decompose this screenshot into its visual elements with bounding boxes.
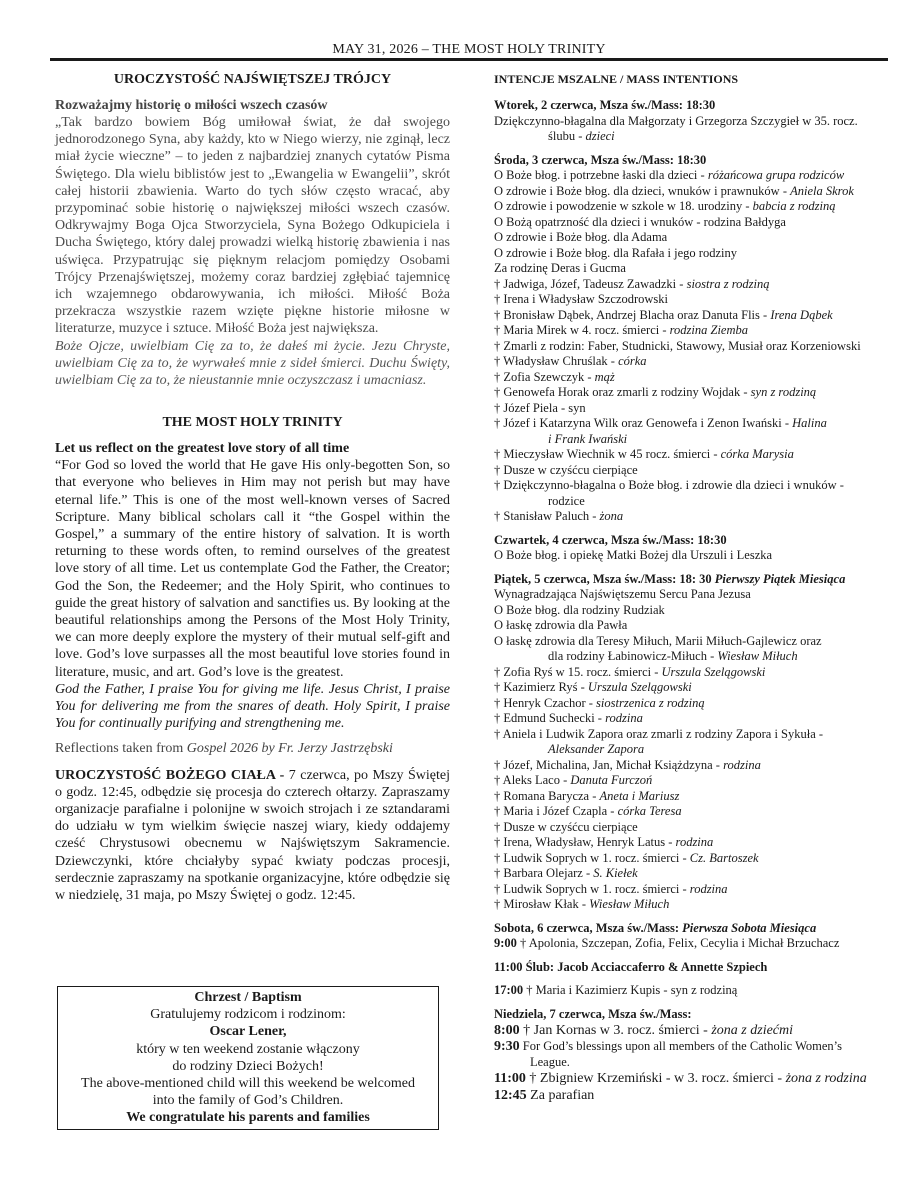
intention-list <box>494 665 888 727</box>
intention-line <box>494 820 888 836</box>
mass-time: 17:00 <box>494 983 524 997</box>
intention-text: dla rodziny Łabinowicz-Miłuch - <box>548 649 718 663</box>
header-rule <box>50 58 888 61</box>
intention-text: † Zofia Szewczyk - <box>494 369 595 384</box>
day-thursday <box>494 533 888 564</box>
baptism-title: Chrzest / Baptism <box>194 990 302 1005</box>
intention-text: † Zbigniew Krzemiński - w 3. rocz. śmierci - <box>525 1071 786 1086</box>
day-friday <box>494 572 888 913</box>
intention-line <box>494 129 888 145</box>
intention-line <box>494 983 888 999</box>
intention-offerer: Aneta i Mariusz <box>599 788 680 803</box>
day-heading: Czwartek, 4 czerwca, Msza św./Mass: 18:30 <box>494 532 727 547</box>
intention-line <box>494 199 888 215</box>
day-heading-note: Pierwszy Piątek Miesiąca <box>714 571 846 586</box>
en-prayer: God the Father, I praise You for giving me life. Jesus Christ, I praise You for delivering me from the snares of death. Holy Spirit, I praise You for continually purifying and strengthening me. <box>55 681 450 732</box>
intention-text: † Jan Kornas w 3. rocz. śmierci - <box>519 1023 712 1038</box>
day-tuesday <box>494 98 888 145</box>
intention-line <box>494 711 888 727</box>
intention-text: † Edmund Suchecki - <box>494 711 606 725</box>
intention-text: † Zofia Ryś w 15. rocz. śmierci - <box>494 664 662 679</box>
intention-list <box>494 758 888 913</box>
intention-offerer: Halina <box>792 416 827 430</box>
pl-subtitle: Rozważajmy historię o miłości wszech czasów <box>55 98 328 113</box>
intention-line <box>494 758 888 774</box>
intention-offerer: siostrzenica z rodziną <box>596 695 705 710</box>
intention-line: † Dziękczynno-błagalna o Boże błog. i zdrowie dla dzieci i wnuków - <box>494 478 844 492</box>
intention-text: † Apolonia, Szczepan, Zofia, Felix, Cecylia i Michał Brzuchacz <box>516 936 840 950</box>
pl-title: UROCZYSTOŚĆ NAJŚWIĘTSZEJ TRÓJCY <box>113 72 392 87</box>
intention-line <box>494 835 888 851</box>
corpus-christi-notice <box>55 767 450 905</box>
intention-text: † Irena, Władysław, Henryk Latus - <box>494 835 676 849</box>
intention-line <box>494 401 888 417</box>
en-title: THE MOST HOLY TRINITY <box>162 415 343 431</box>
mass-intentions-column <box>494 72 888 1112</box>
baptism-line: do rodziny Dzieci Bożych! <box>172 1058 324 1074</box>
baptism-line: The above-mentioned child will this weekend be welcomed <box>81 1076 415 1092</box>
intention-line <box>494 1039 888 1055</box>
intention-text: Wynagradzająca Najświętszemu Sercu Pana Jezusa <box>494 587 751 601</box>
pl-body: „Tak bardzo bowiem Bóg umiłował świat, że dał swojego jednorodzonego Syna, aby każdy, kto w Niego wierzy, nie zginął, lecz miał życie wieczne” – to jeden z najbardziej znanych cytatów Pisma Świętego. Dla wielu biblistów jest to „Ewangelia w Ewangelii”, skrót całej historii zbawienia. Warto do tych słów często wracać, aby przypominać sobie historię o największej miłości wszech czasów. Odkrywajmy Boga Ojca Stworzyciela, Syna Bożego Odkupiciela i Ducha Świętego, który dalej prowadzi wielką historię zbawienia i nas uświęca. Przypatrując się pięknym relacjom pomiędzy Osobami Trójcy Przenajświętszej, możemy coraz bardziej zgłębiać tajemnicę ich wzajemnego obdarowywania, ich miłości. Miłość Boża przekracza wszystkie razem wzięte piękne historie miłosne w literaturze, muzyce i sztuce. Miłość Boża jest największa. <box>55 115 450 337</box>
intention-offerer: Wiesław Miłuch <box>589 897 670 911</box>
intention-offerer: córka <box>618 354 647 368</box>
baptism-box <box>57 986 439 1130</box>
intention-line <box>494 618 888 634</box>
intention-offerer: rodzina Ziemba <box>669 323 749 337</box>
corpus-title: UROCZYSTOŚĆ BOŻEGO CIAŁA - <box>55 767 285 783</box>
intention-line <box>494 742 888 758</box>
intention-line: Dziękczynno-błagalna dla Małgorzaty i Grzegorza Szczygieł w 35. rocz. <box>494 113 858 128</box>
intention-offerer: Wiesław Miłuch <box>717 649 798 663</box>
corpus-text: 7 czerwca, po Mszy Świętej o godz. 12:45, odbędzie się procesja do czterech ołtarzy. Zapraszamy organizacje parafialne i polonijne w swoich strojach i ze sztandarami do udziału w tym wielkim święcie naszej wiary, kiedy oddajemy cześć Chrystusowi obecnemu w Najświętszym Sakramencie. Dziewczynki, które chciałyby sypać kwiaty podczas procesji, serdecznie zapraszamy na spotkanie organizacyjne, które odbędzie się w niedzielę, 31 maja, po Mszy Świętej o godz. 12:45. <box>55 767 450 903</box>
intention-line <box>494 230 888 246</box>
intention-offerer: rodzina <box>723 757 761 772</box>
intention-offerer: i Frank Iwański <box>548 431 628 446</box>
intention-line <box>494 246 888 262</box>
intention-text: † Dusze w czyśćcu cierpiące <box>494 462 638 477</box>
intention-offerer: żona z dziećmi <box>711 1023 794 1038</box>
mass-time: 11:00 <box>494 1071 526 1086</box>
baptism-child-name: Oscar Lener, <box>209 1024 287 1040</box>
intention-line <box>494 696 888 712</box>
intention-line <box>494 649 888 665</box>
intention-text: † Mirosław Kłak - <box>494 897 590 911</box>
intention-text: † Ludwik Soprych w 1. rocz. śmierci - <box>494 850 690 865</box>
intention-line <box>494 416 888 432</box>
intention-list <box>494 168 888 416</box>
intention-line <box>494 277 888 293</box>
day-heading-note: Pierwsza Sobota Miesiąca <box>682 920 817 935</box>
intention-offerer: Danuta Furczoń <box>570 773 653 787</box>
intention-line <box>494 339 888 355</box>
intention-line <box>494 370 888 386</box>
day-saturday <box>494 921 888 952</box>
intention-offerer: Cz. Bartoszek <box>689 850 759 865</box>
intention-text: † Zmarli z rodzin: Faber, Studnicki, Stawowy, Musiał oraz Korzeniowski <box>494 338 861 353</box>
intention-offerer: rodzina <box>689 881 728 896</box>
day-heading <box>494 921 888 937</box>
intention-line <box>494 509 888 525</box>
intention-line <box>494 447 888 463</box>
intention-line <box>494 292 888 308</box>
intention-offerer: Irena Dąbek <box>770 307 833 322</box>
intention-text: Za rodzinę Deras i Gucma <box>494 261 626 275</box>
intention-line <box>494 261 888 277</box>
intention-line <box>494 789 888 805</box>
intention-text: † Kazimierz Ryś - <box>494 680 588 694</box>
intention-line <box>494 897 888 913</box>
intention-text: † Stanisław Paluch - <box>494 509 600 523</box>
ref-source: Gospel 2026 by Fr. Jerzy Jastrzębski <box>186 740 393 756</box>
intention-line: O Boże błog. i opiekę Matki Bożej dla Urszuli i Leszka <box>494 548 773 562</box>
intention-offerer: mąż <box>594 369 615 384</box>
intention-line <box>494 354 888 370</box>
intention-text: † Mieczysław Wiechnik w 45 rocz. śmierci - <box>494 447 721 461</box>
intention-text: † Władysław Chruślak - <box>494 354 619 368</box>
baptism-line: Gratulujemy rodzicom i rodzinom: <box>150 1007 346 1023</box>
day-heading <box>494 572 888 588</box>
day-heading: Wtorek, 2 czerwca, Msza św./Mass: 18:30 <box>494 98 716 112</box>
intention-line <box>494 463 888 479</box>
intention-text: For God’s blessings upon all members of the Catholic Women’s <box>519 1039 843 1053</box>
intention-line <box>494 1070 888 1087</box>
left-column <box>55 72 450 904</box>
intentions-title: INTENCJE MSZALNE / MASS INTENTIONS <box>494 72 739 86</box>
intention-offerer: Urszula Szelągowski <box>587 680 692 694</box>
en-subtitle: Let us reflect on the greatest love story of all time <box>55 441 350 457</box>
en-body: “For God so loved the world that He gave His only-begotten Son, so that everyone who believes in Him may not perish but may have eternal life.” This is one of the most well-known verses of Sacred Scripture. Many biblical scholars call it “the Gospel within the Gospel,” a summary of the entire history of salvation. It is worth returning to these words often, to remind ourselves of the greatest love story of all time. Let us contemplate God the Father, the Creator; God the Son, the Redeemer; and the Holy Spirit, who continues to guide the great history of salvation and sanctifies us. By looking at the beautiful relationships among the Persons of the Most Holy Trinity, we can more deeply explore the mystery of their mutual self-gift and love. God’s love surpasses all the most beautiful love stories found in literature, music, and art. God’s love is the greatest. <box>55 458 450 680</box>
intention-text: O zdrowie i Boże błog. dla Adama <box>494 230 668 244</box>
intention-text: † Aleks Laco - <box>494 773 571 787</box>
intention-text: † Irena i Władysław Szczodrowski <box>494 292 669 306</box>
intention-line: † Aniela i Ludwik Zapora oraz zmarli z rodziny Zapora i Sykuła - <box>494 726 824 741</box>
intention-line <box>494 215 888 231</box>
intention-text: † Jadwiga, Józef, Tadeusz Zawadzki - <box>494 276 687 291</box>
intention-text: † Maria i Józef Czapla - <box>494 804 618 818</box>
saturday-evening <box>494 983 888 999</box>
intention-offerer: babcia z rodziną <box>752 199 836 213</box>
intention-text: † Maria i Kazimierz Kupis - syn z rodziną <box>523 983 738 997</box>
intention-text: † Henryk Czachor - <box>494 695 597 710</box>
intention-offerer: córka Marysia <box>720 447 794 461</box>
mass-time: 8:00 <box>494 1023 520 1038</box>
intention-line <box>494 1087 888 1104</box>
intention-text: O zdrowie i Boże błog. dla Rafała i jego rodziny <box>494 245 737 260</box>
baptism-line: into the family of God’s Children. <box>152 1093 344 1109</box>
intention-offerer: różańcowa grupa rodziców <box>707 168 845 182</box>
intention-text: Za parafian <box>526 1088 595 1103</box>
intention-line <box>494 587 888 603</box>
intention-line <box>494 1022 888 1039</box>
intention-line <box>494 804 888 820</box>
intention-line <box>494 385 888 401</box>
mass-time: 9:00 <box>494 936 517 950</box>
intention-line <box>494 882 888 898</box>
intention-line <box>494 603 888 619</box>
intention-offerer: Aniela Skrok <box>790 183 854 198</box>
day-heading: Środa, 3 czerwca, Msza św./Mass: 18:30 <box>494 152 707 167</box>
baptism-line: który w ten weekend zostanie włączony <box>136 1041 360 1057</box>
intention-line <box>494 665 888 681</box>
intention-line <box>494 773 888 789</box>
intention-offerer: Urszula Szelągowski <box>661 664 766 679</box>
intention-line <box>494 308 888 324</box>
intention-text: ślubu - <box>548 129 586 143</box>
intention-line <box>494 851 888 867</box>
intention-text: O Boże błog. dla rodziny Rudziak <box>494 602 665 617</box>
ref-prefix: Reflections taken from <box>55 740 187 756</box>
intention-offerer: Aleksander Zapora <box>548 742 645 756</box>
intention-offerer: S. Kiełek <box>593 866 638 880</box>
intention-offerer: żona z rodzina <box>785 1071 867 1086</box>
mass-time: 12:45 <box>494 1088 527 1103</box>
page-header: MAY 31, 2026 – THE MOST HOLY TRINITY <box>332 42 606 57</box>
reflection-reference <box>55 741 450 757</box>
intention-text: † Maria Mirek w 4. rocz. śmierci - <box>494 323 670 337</box>
wedding-line <box>494 960 888 976</box>
intention-offerer: rodzina <box>605 711 643 725</box>
intention-offerer: syn z rodziną <box>750 385 817 399</box>
intention-line <box>494 866 888 882</box>
day-sunday <box>494 1007 888 1105</box>
intention-line: O łaskę zdrowia dla Teresy Miłuch, Marii Miłuch-Gajlewicz oraz <box>494 633 822 648</box>
intention-line: League. <box>530 1054 570 1069</box>
intention-offerer: żona <box>599 509 624 523</box>
intention-offerer: rodzina <box>675 835 714 849</box>
intention-list <box>494 447 888 478</box>
intention-text: † Józef i Katarzyna Wilk oraz Genowefa i Zenon Iwański - <box>494 416 793 430</box>
day-heading: Niedziela, 7 czerwca, Msza św./Mass: <box>494 1006 692 1021</box>
day-heading-text: Piątek, 5 czerwca, Msza św./Mass: 18: 30 <box>494 571 715 586</box>
intention-offerer: dzieci <box>585 129 615 143</box>
intention-line: rodzice <box>548 493 585 508</box>
intention-line <box>494 323 888 339</box>
intention-line <box>494 432 888 448</box>
intention-list <box>494 587 888 634</box>
intention-line <box>494 168 888 184</box>
intention-text: † Barbara Olejarz - <box>494 866 594 880</box>
intention-text: † Genowefa Horak oraz zmarli z rodziny Wojdak - <box>494 385 751 399</box>
day-heading-text: Sobota, 6 czerwca, Msza św./Mass: <box>494 920 683 935</box>
intention-text: † Romana Barycza - <box>494 788 600 803</box>
wedding-heading: 11:00 Ślub: Jacob Acciaccaferro & Annette Szpiech <box>494 959 768 974</box>
intention-text: O Bożą opatrzność dla dzieci i wnuków - rodzina Bałdyga <box>494 214 786 229</box>
intention-offerer: siostra z rodziną <box>686 276 770 291</box>
intention-line <box>494 936 888 952</box>
intention-text: † Dusze w czyśćcu cierpiące <box>494 819 638 834</box>
day-wednesday <box>494 153 888 525</box>
intention-text: † Józef Piela - syn <box>494 400 586 415</box>
intention-line <box>494 184 888 200</box>
intention-text: † Józef, Michalina, Jan, Michał Książdzyna - <box>494 757 724 772</box>
intention-text: † Bronisław Dąbek, Andrzej Blacha oraz Danuta Flis - <box>494 307 771 322</box>
intention-offerer: córka Teresa <box>617 804 682 818</box>
intention-text: † Ludwik Soprych w 1. rocz. śmierci - <box>494 881 690 896</box>
intention-text: O zdrowie i powodzenie w szkole w 18. urodziny - <box>494 199 753 213</box>
intention-line <box>494 680 888 696</box>
pl-prayer: Boże Ojcze, uwielbiam Cię za to, że dałeś mi życie. Jezu Chryste, uwielbiam Cię za to, że wyrwałeś mnie z sideł śmierci. Duchu Święty, uwielbiam Cię za to, że nieustannie mnie oczyszczasz i umacniasz. <box>55 338 450 389</box>
mass-time: 9:30 <box>494 1039 520 1054</box>
intention-text: O zdrowie i Boże błog. dla dzieci, wnuków i prawnuków - <box>494 183 791 198</box>
intention-text: O Boże błog. i potrzebne łaski dla dzieci - <box>494 168 708 182</box>
baptism-closing: We congratulate his parents and families <box>126 1110 370 1126</box>
intention-text: O łaskę zdrowia dla Pawła <box>494 618 628 632</box>
